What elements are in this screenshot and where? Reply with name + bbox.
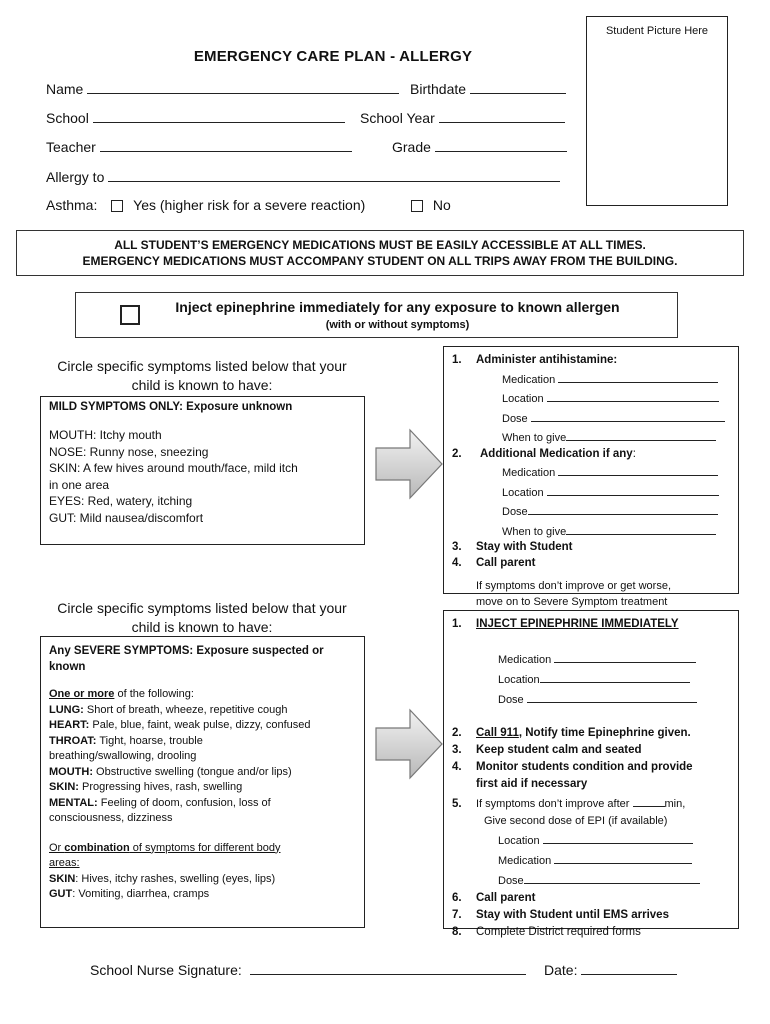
asthma-no-checkbox[interactable] bbox=[411, 200, 423, 212]
asthma-label: Asthma: bbox=[46, 197, 98, 213]
nurse-signature-line[interactable] bbox=[250, 961, 526, 975]
name-line[interactable] bbox=[87, 80, 399, 94]
mild-header-bold: MILD SYMPTOMS ONLY bbox=[49, 401, 180, 413]
severe-header-line-2: known bbox=[49, 661, 86, 673]
lung-text: Short of breath, wheeze, repetitive cough bbox=[83, 703, 288, 716]
throat-text-cont: breathing/swallowing, drooling bbox=[49, 750, 197, 762]
mild-circle-line-1: Circle specific symptoms listed below that your bbox=[57, 358, 347, 374]
a2-medication-line[interactable] bbox=[558, 462, 718, 476]
severe-combo-gut[interactable] bbox=[49, 887, 361, 903]
one-or-more-rest: of the following: bbox=[114, 688, 194, 700]
s1-dose-label: Dose bbox=[498, 693, 524, 706]
name-field[interactable] bbox=[46, 80, 399, 97]
severe-action-4-cont: first aid if necessary bbox=[476, 777, 588, 790]
mild-note-line-2: move on to Severe Symptom treatment bbox=[476, 595, 668, 608]
date-line[interactable] bbox=[581, 961, 677, 975]
a1-dose-line[interactable] bbox=[531, 408, 725, 422]
s1-medication-label: Medication bbox=[498, 653, 552, 666]
mild-action-2: Additional Medication if any bbox=[480, 447, 633, 460]
school-field[interactable] bbox=[46, 109, 345, 126]
skin-label: SKIN: bbox=[49, 781, 79, 793]
severe-circle-instructions bbox=[32, 599, 372, 637]
lung-label: LUNG: bbox=[49, 703, 84, 716]
allergy-field[interactable] bbox=[46, 168, 560, 185]
a1-medication-label: Medication bbox=[502, 373, 556, 386]
heart-text: Pale, blue, faint, weak pulse, dizzy, confused bbox=[89, 719, 311, 731]
a1-when-line[interactable] bbox=[566, 427, 716, 441]
severe-action-1: INJECT EPINEPHRINE IMMEDIATELY bbox=[476, 618, 679, 630]
asthma-row bbox=[46, 197, 365, 213]
mild-symptoms-box bbox=[40, 396, 365, 545]
student-picture-label: Student Picture Here bbox=[605, 25, 709, 37]
combination-label: combination bbox=[64, 841, 130, 854]
gut-text: : Vomiting, diarrhea, cramps bbox=[72, 888, 210, 900]
mild-arrow-icon bbox=[374, 428, 444, 500]
mild-symptom-eyes[interactable]: EYES: Red, watery, itching bbox=[49, 494, 193, 508]
grade-field[interactable] bbox=[392, 138, 567, 155]
mild-symptom-list bbox=[49, 427, 359, 526]
medication-notice bbox=[16, 230, 744, 276]
s5-medication-line[interactable] bbox=[554, 850, 692, 864]
a1-when-label: When to give bbox=[502, 432, 567, 444]
severe-actions-box bbox=[443, 610, 739, 938]
teacher-label: Teacher bbox=[46, 139, 96, 155]
severe-action-5: If symptoms don’t improve after bbox=[476, 797, 630, 810]
a1-dose-label: Dose bbox=[502, 412, 528, 425]
allergy-line[interactable] bbox=[108, 168, 560, 182]
mild-symptom-skin[interactable]: SKIN: A few hives around mouth/face, mild itch bbox=[49, 461, 298, 475]
severe-arrow-icon bbox=[374, 708, 444, 780]
s5-dose-line[interactable] bbox=[524, 870, 700, 884]
name-label: Name bbox=[46, 81, 84, 97]
mild-header-rest: : Exposure unknown bbox=[179, 401, 293, 413]
combination-rest: of symptoms for different body bbox=[129, 841, 281, 854]
epinephrine-banner-title: Inject epinephrine immediately for any exposure to known allergen bbox=[175, 299, 620, 315]
teacher-field[interactable] bbox=[46, 138, 352, 155]
a2-location-line[interactable] bbox=[547, 482, 719, 496]
birthdate-label: Birthdate bbox=[410, 81, 467, 97]
severe-symptom-lung[interactable] bbox=[49, 703, 361, 719]
severe-action-8: Complete District required forms bbox=[476, 925, 641, 938]
mouth-label: MOUTH: bbox=[49, 765, 93, 778]
a2-dose-line[interactable] bbox=[528, 501, 718, 515]
a2-location-label: Location bbox=[502, 486, 544, 499]
skin2-text: : Hives, itchy rashes, swelling (eyes, lips) bbox=[75, 872, 276, 885]
school-year-line[interactable] bbox=[439, 109, 565, 123]
s1-location-label: Location bbox=[498, 673, 540, 686]
skin2-label: SKIN bbox=[49, 872, 76, 885]
mild-action-1: Administer antihistamine: bbox=[476, 354, 618, 366]
mild-symptom-gut[interactable]: GUT: Mild nausea/discomfort bbox=[49, 510, 204, 525]
severe-symptoms-box bbox=[40, 636, 365, 928]
skin-text: Progressing hives, rash, swelling bbox=[78, 781, 243, 793]
or-prefix: Or bbox=[49, 841, 65, 854]
mouth-text: Obstructive swelling (tongue and/or lips) bbox=[93, 765, 292, 778]
severe-symptom-mouth[interactable] bbox=[49, 765, 361, 781]
mild-action-4: Call parent bbox=[476, 556, 536, 569]
mild-action-list: 1. Administer antihistamine: Medication Location Dose When to give 2. Additional Medication if any: Medication Location Dose When to give 3. Stay with Student 4. Call parent If symptoms don’t improve or get worse, move on to Severe Symptom treatment bbox=[452, 353, 736, 610]
severe-action-list: 1. INJECT EPINEPHRINE IMMEDIATELY Medication Location Dose 2. Call 911, Notify time Epinephrine given. 3. Keep student calm and seated 4. Monitor students condition and provide first aid if necessary 5. If symptoms don’t improve after min, Give second dose of EPI (if available) Location Medication Dose 6. Call parent 7. Stay with Student until EMS arrives 8. Complete District required forms bbox=[452, 617, 736, 941]
nurse-signature-label: School Nurse Signature: bbox=[90, 962, 242, 978]
mild-symptom-mouth[interactable]: MOUTH: Itchy mouth bbox=[49, 428, 162, 442]
severe-symptom-skin[interactable] bbox=[49, 780, 361, 796]
severe-circle-line-2: child is known to have: bbox=[131, 619, 273, 635]
asthma-yes-checkbox[interactable] bbox=[111, 200, 123, 212]
mental-text-cont: consciousness, dizziness bbox=[49, 812, 173, 824]
s5-medication-label: Medication bbox=[498, 854, 552, 867]
throat-label: THROAT: bbox=[49, 734, 97, 747]
s5-location-label: Location bbox=[498, 834, 540, 847]
mild-symptoms-header bbox=[49, 401, 292, 413]
severe-symptom-throat[interactable] bbox=[49, 734, 361, 750]
asthma-no-option bbox=[411, 197, 451, 213]
s1-dose-line[interactable] bbox=[527, 689, 697, 703]
severe-header-line-1: Any SEVERE SYMPTOMS: Exposure suspected or bbox=[49, 645, 324, 657]
school-year-label: School Year bbox=[360, 110, 435, 126]
gut-label: GUT bbox=[49, 888, 73, 900]
a2-when-label: When to give bbox=[502, 525, 567, 538]
allergy-label: Allergy to bbox=[46, 169, 105, 185]
s1-medication-line[interactable] bbox=[554, 649, 696, 663]
a1-location-line[interactable] bbox=[547, 388, 719, 402]
a2-dose-label: Dose bbox=[502, 506, 528, 518]
grade-label: Grade bbox=[392, 139, 431, 155]
teacher-line[interactable] bbox=[100, 138, 352, 152]
s1-location-line[interactable] bbox=[540, 669, 690, 683]
school-label: School bbox=[46, 110, 89, 126]
severe-symptom-heart[interactable] bbox=[49, 718, 361, 734]
grade-line[interactable] bbox=[435, 138, 567, 152]
mental-label: MENTAL: bbox=[49, 796, 98, 809]
severe-action-4: Monitor students condition and provide bbox=[476, 760, 693, 773]
s5-minutes-unit: min, bbox=[664, 797, 686, 810]
severe-symptom-list bbox=[49, 643, 361, 903]
date-label: Date: bbox=[544, 962, 578, 978]
heart-label: HEART: bbox=[49, 719, 90, 731]
mild-symptom-skin-cont: in one area bbox=[49, 477, 110, 492]
epinephrine-banner-subtitle: (with or without symptoms) bbox=[325, 319, 470, 331]
severe-action-7: Stay with Student until EMS arrives bbox=[476, 908, 669, 921]
mild-circle-line-2: child is known to have: bbox=[131, 377, 273, 393]
epinephrine-banner bbox=[75, 292, 678, 338]
severe-symptom-mental[interactable] bbox=[49, 796, 361, 812]
notice-line-1: ALL STUDENT’S EMERGENCY MEDICATIONS MUST BE EASILY ACCESSIBLE AT ALL TIMES. bbox=[114, 238, 646, 252]
mild-symptom-nose[interactable]: NOSE: Runny nose, sneezing bbox=[49, 444, 209, 459]
s5-location-line[interactable] bbox=[543, 830, 693, 844]
s5-minutes-line[interactable] bbox=[633, 793, 665, 807]
mild-note-line-1: If symptoms don’t improve or get worse, bbox=[476, 580, 672, 592]
s5-dose-label: Dose bbox=[498, 874, 524, 887]
severe-action-5-cont: Give second dose of EPI (if available) bbox=[484, 814, 668, 827]
throat-text: Tight, hoarse, trouble bbox=[96, 734, 203, 747]
severe-combo-skin[interactable] bbox=[49, 872, 361, 888]
asthma-no-label: No bbox=[432, 197, 451, 213]
severe-circle-line-1: Circle specific symptoms listed below that your bbox=[57, 600, 347, 616]
a2-when-line[interactable] bbox=[566, 521, 716, 535]
one-or-more-label: One or more bbox=[49, 688, 115, 700]
school-line[interactable] bbox=[93, 109, 345, 123]
mild-actions-box bbox=[443, 346, 739, 608]
mild-action-3: Stay with Student bbox=[476, 541, 573, 553]
mild-circle-instructions bbox=[32, 357, 372, 395]
severe-action-6: Call parent bbox=[476, 891, 536, 904]
severe-action-2-call: Call 911 bbox=[476, 726, 519, 739]
page-title: EMERGENCY CARE PLAN - ALLERGY bbox=[193, 48, 473, 65]
severe-action-3: Keep student calm and seated bbox=[476, 743, 642, 756]
birthdate-field[interactable] bbox=[410, 80, 566, 97]
mental-text: Feeling of doom, confusion, loss of bbox=[97, 796, 271, 809]
student-picture-box bbox=[586, 16, 728, 206]
school-year-field[interactable] bbox=[360, 109, 565, 126]
severe-action-2-rest: , Notify time Epinephrine given. bbox=[518, 726, 691, 739]
notice-line-2: EMERGENCY MEDICATIONS MUST ACCOMPANY STUDENT ON ALL TRIPS AWAY FROM THE BUILDING. bbox=[82, 254, 678, 268]
a2-medication-label: Medication bbox=[502, 467, 556, 479]
a1-location-label: Location bbox=[502, 393, 544, 405]
asthma-yes-label: Yes (higher risk for a severe reaction) bbox=[133, 197, 366, 213]
nurse-signature-field[interactable] bbox=[90, 961, 526, 978]
combination-rest-cont: areas: bbox=[49, 857, 80, 869]
a1-medication-line[interactable] bbox=[558, 369, 718, 383]
birthdate-line[interactable] bbox=[470, 80, 566, 94]
date-field[interactable] bbox=[544, 961, 677, 978]
